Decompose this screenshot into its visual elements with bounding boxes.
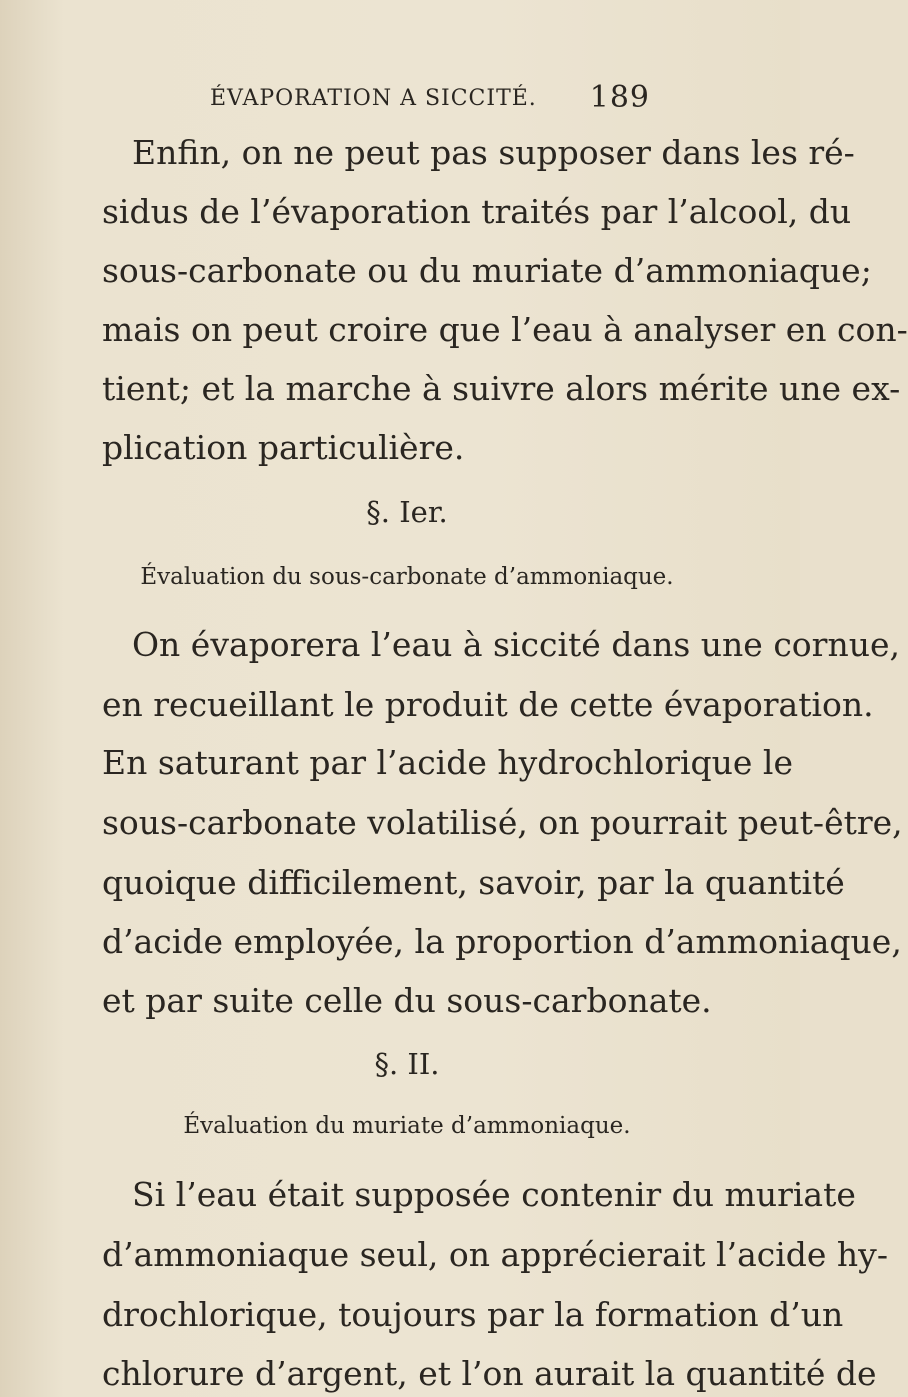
section-heading: §. II. [374, 1047, 440, 1081]
text-line: et par suite celle du sous-carbonate. [102, 981, 712, 1020]
text-line: Enfin, on ne peut pas supposer dans les ré- [132, 133, 855, 172]
text-line: On évaporera l’eau à siccité dans une cornue, [132, 625, 900, 664]
text-line: sous-carbonate volatilisé, on pourrait peut-être, [102, 803, 903, 842]
text-line: sous-carbonate ou du muriate d’ammoniaque; [102, 251, 872, 290]
section-subtitle: Évaluation du sous-carbonate d’ammoniaque. [140, 564, 674, 590]
page-header [210, 80, 650, 120]
text-line: En saturant par l’acide hydrochlorique le [102, 743, 794, 782]
text-line: mais on peut croire que l’eau à analyser en con- [102, 310, 908, 349]
section-heading: §. Ier. [366, 495, 448, 529]
text-line: quoique difficilement, savoir, par la quantité [102, 863, 845, 902]
text-line: Si l’eau était supposée contenir du muriate [132, 1175, 856, 1214]
text-line: drochlorique, toujours par la formation d’un [102, 1295, 844, 1334]
text-line: plication particulière. [102, 428, 465, 467]
text-line: chlorure d’argent, et l’on aurait la quantité de [102, 1354, 877, 1393]
text-line: d’ammoniaque seul, on apprécierait l’acide hy- [102, 1235, 888, 1274]
text-line: en recueillant le produit de cette évaporation. [102, 685, 874, 724]
section-subtitle: Évaluation du muriate d’ammoniaque. [183, 1113, 631, 1139]
text-line: d’acide employée, la proportion d’ammoniaque, [102, 922, 902, 961]
text-line: tient; et la marche à suivre alors mérite une ex- [102, 369, 901, 408]
running-title: ÉVAPORATION A SICCITÉ. [210, 86, 537, 111]
text-line: sidus de l’évaporation traités par l’alcool, du [102, 192, 852, 231]
page-number: 189 [589, 80, 650, 115]
